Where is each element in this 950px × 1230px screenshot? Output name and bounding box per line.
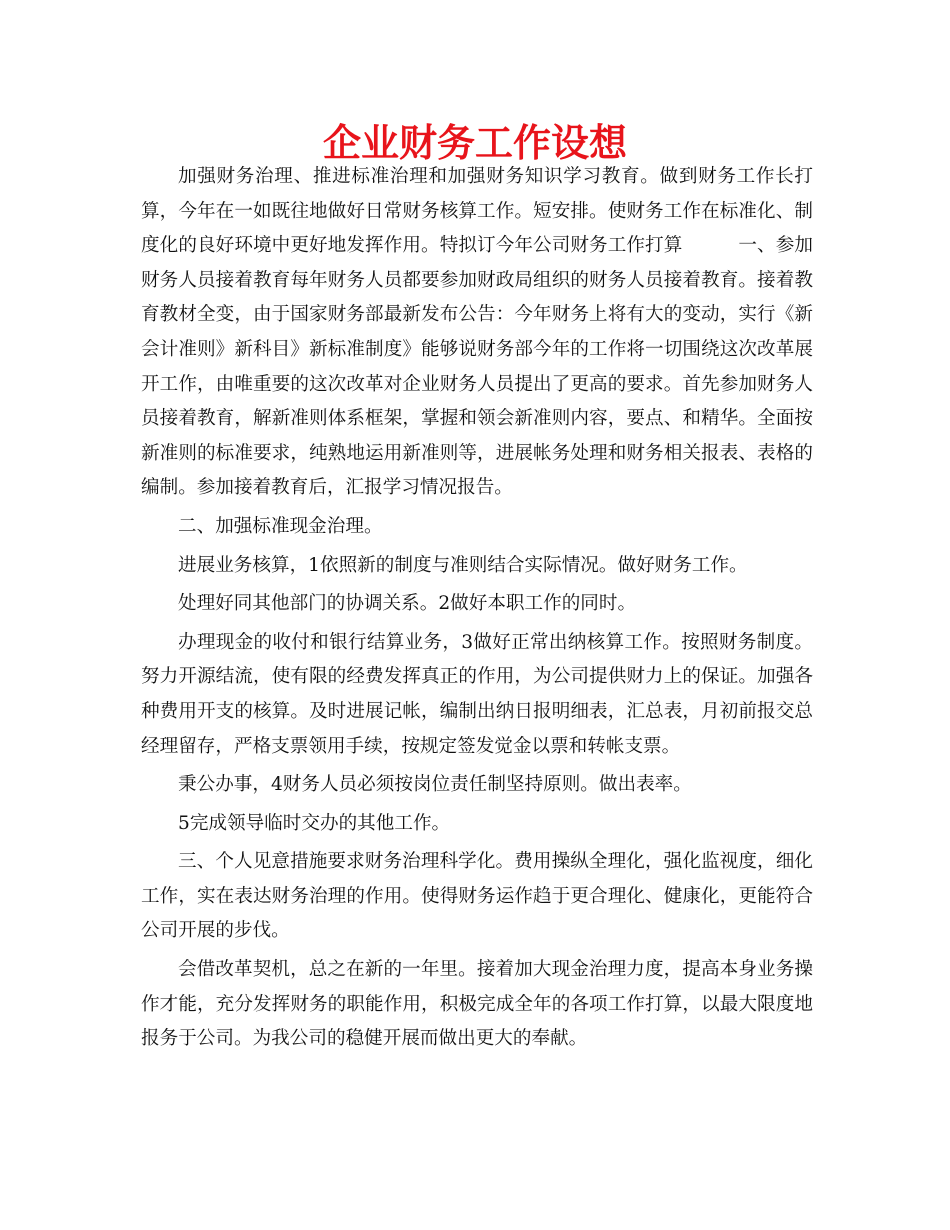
paragraph-item-three: 办理现金的收付和银行结算业务，3做好正常出纳核算工作。按照财务制度。努力开源结流，使有限的经费发挥真正的作用，为公司提供财力上的保证。加强各种费用开支的核算。及时进展记帐，编制出纳日报明细表，汇总表，月初前报交总经理留存，严格支票领用手续，按规定签发觉金以票和转帐支票。	[141, 631, 813, 757]
paragraph-item-five: 5完成领导临时交办的其他工作。	[178, 812, 451, 834]
paragraph-conclusion: 会借改革契机，总之在新的一年里。接着加大现金治理力度，提高本身业务操作才能，充分发挥财务的职能作用，积极完成全年的各项工作打算，以最大限度地报务于公司。为我公司的稳健开展而做出更大的奉献。	[141, 959, 813, 1050]
paragraph-section-two-heading: 二、加强标准现金治理。	[178, 515, 383, 537]
paragraph-section-three: 三、个人见意措施要求财务治理科学化。费用操纵全理化，强化监视度，细化工作，实在表达财务治理的作用。使得财务运作趋于更合理化、健康化，更能符合公司开展的步伐。	[141, 851, 813, 942]
document-title: 企业财务工作设想	[322, 121, 627, 165]
document-body	[141, 160, 813, 1061]
paragraph-item-two: 处理好同其他部门的协调关系。2做好本职工作的同时。	[178, 593, 637, 615]
paragraph-item-four: 秉公办事，4财务人员必须按岗位责任制坚持原则。做出表率。	[178, 774, 692, 796]
paragraph-intro: 加强财务治理、推进标准治理和加强财务知识学习教育。做到财务工作长打算，今年在一如既往地做好日常财务核算工作。短安排。使财务工作在标准化、制度化的良好环境中更好地发挥作用。特拟订今年公司财务工作打算 一、参加财务人员接着教育每年财务人员都要参加财政局组织的财务人员接着教育。接着教育教材全变，由于国家财务部最新发布公告：今年财务上将有大的变动，实行《新会计准则》新科目》新标准制度》能够说财务部今年的工作将一切围绕这次改革展开工作，由唯重要的这次改革对企业财务人员提出了更高的要求。首先参加财务人员接着教育，解新准则体系框架，掌握和领会新准则内容，要点、和精华。全面按新准则的标准要求，纯熟地运用新准则等，进展帐务处理和财务相关报表、表格的编制。参加接着教育后，汇报学习情况报告。	[141, 166, 813, 499]
paragraph-item-one: 进展业务核算，1依照新的制度与准则结合实际情况。做好财务工作。	[178, 554, 748, 576]
